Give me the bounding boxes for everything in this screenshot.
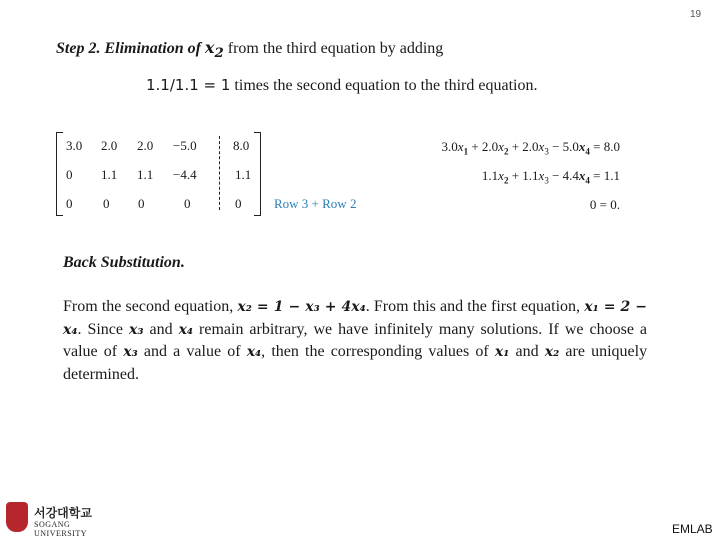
augmented-matrix bbox=[56, 132, 261, 216]
eq1-rhs: = 8.0 bbox=[593, 139, 620, 154]
matrix-cell: 1.1 bbox=[101, 167, 118, 182]
step-var-sub: 2 bbox=[214, 45, 224, 62]
math-x2: x₂ bbox=[544, 344, 560, 360]
matrix-augment-bar bbox=[219, 136, 220, 210]
eq2-coef-2: 1.1 bbox=[481, 168, 499, 183]
math-x4: x₄ bbox=[178, 321, 194, 338]
para-text: are uniquely determined. bbox=[63, 343, 648, 383]
matrix-cell: 0 bbox=[66, 196, 73, 211]
math-x3: x₃ bbox=[129, 321, 144, 338]
step-fraction: 1.1/1.1 = 1 bbox=[146, 76, 231, 94]
eq2-rhs: = 1.1 bbox=[593, 168, 620, 183]
equation-2: $1.1x_2 + 1.1x_3 - 4.4x_4 = 1.1$ bbox=[481, 168, 620, 186]
matrix-cell: 0 bbox=[103, 196, 110, 211]
para-text: and bbox=[149, 320, 173, 338]
math-x4: x₄ bbox=[246, 344, 262, 360]
matrix-cell: 1.1 bbox=[235, 167, 252, 182]
para-text: . From this and the first equation, bbox=[365, 298, 581, 315]
step-var-letter: x bbox=[204, 38, 215, 57]
matrix-cell: 3.0 bbox=[66, 138, 83, 153]
matrix-cell: −4.4 bbox=[173, 167, 197, 182]
step-lead: Step 2. Elimination of bbox=[56, 40, 201, 57]
math-x1: x₁ bbox=[494, 344, 510, 360]
math-expr-x1: x₁ = 2 − x₄ bbox=[63, 299, 648, 338]
matrix-cell: 0 bbox=[66, 167, 73, 182]
para-text: remain arbitrary, we have infinitely many solutions. If we choose a value of bbox=[63, 320, 648, 360]
step-line2-rest: times the second equation to the third equation. bbox=[234, 77, 538, 94]
matrix-right-bracket bbox=[254, 132, 261, 216]
matrix-cell: 8.0 bbox=[233, 138, 250, 153]
matrix-cell: 0 bbox=[138, 196, 145, 211]
matrix-cell: 0 bbox=[184, 196, 191, 211]
eq1-coef-3: + 2.0 bbox=[511, 139, 539, 154]
page-number: 19 bbox=[690, 9, 702, 20]
para-text: , then the corresponding values of bbox=[261, 343, 489, 360]
university-logo bbox=[4, 502, 124, 536]
step-heading-line2 bbox=[146, 76, 537, 95]
matrix-cell: 2.0 bbox=[137, 138, 154, 153]
matrix-cell: −5.0 bbox=[173, 138, 197, 153]
step-heading-line1 bbox=[56, 38, 443, 61]
equation-1: $3.0x_1 + 2.0x_2 + 2.0x_3 - 5.0x_4 = 8.0$ bbox=[441, 139, 620, 157]
math-expr-x2: x₂ = 1 − x₃ + 4x₄ bbox=[237, 299, 366, 315]
para-text: and a value of bbox=[143, 343, 241, 360]
step-variable bbox=[204, 38, 224, 62]
eq1-coef-2: + 2.0 bbox=[471, 139, 499, 154]
logo-english-text: SOGANG UNIVERSITY bbox=[34, 520, 87, 538]
back-substitution-heading: Back Substitution. bbox=[63, 254, 185, 271]
matrix-left-bracket bbox=[56, 132, 63, 216]
back-substitution-paragraph bbox=[63, 296, 647, 385]
equation-3: 0 = 0. bbox=[589, 197, 620, 212]
step-rest: from the third equation by adding bbox=[227, 40, 444, 57]
eq2-coef-4: − 4.4 bbox=[552, 168, 579, 183]
logo-korean-text: 서강대학교 bbox=[34, 506, 92, 520]
footer-lab-label: EMLAB bbox=[672, 522, 713, 536]
para-text: and bbox=[515, 343, 539, 360]
matrix-cell: 2.0 bbox=[101, 138, 118, 153]
university-seal-icon bbox=[6, 502, 28, 532]
matrix-cell: 1.1 bbox=[137, 167, 154, 182]
math-x3: x₃ bbox=[123, 344, 138, 360]
eq2-coef-3: + 1.1 bbox=[511, 168, 539, 183]
matrix-cell: 0 bbox=[235, 196, 242, 211]
eq1-coef-4: − 5.0 bbox=[552, 139, 579, 154]
para-text: From the second equation, bbox=[63, 298, 234, 315]
para-text: . Since bbox=[77, 320, 124, 338]
row-operation-label: Row 3 + Row 2 bbox=[274, 196, 357, 211]
eq1-coef-1: 3.0 bbox=[441, 139, 458, 154]
